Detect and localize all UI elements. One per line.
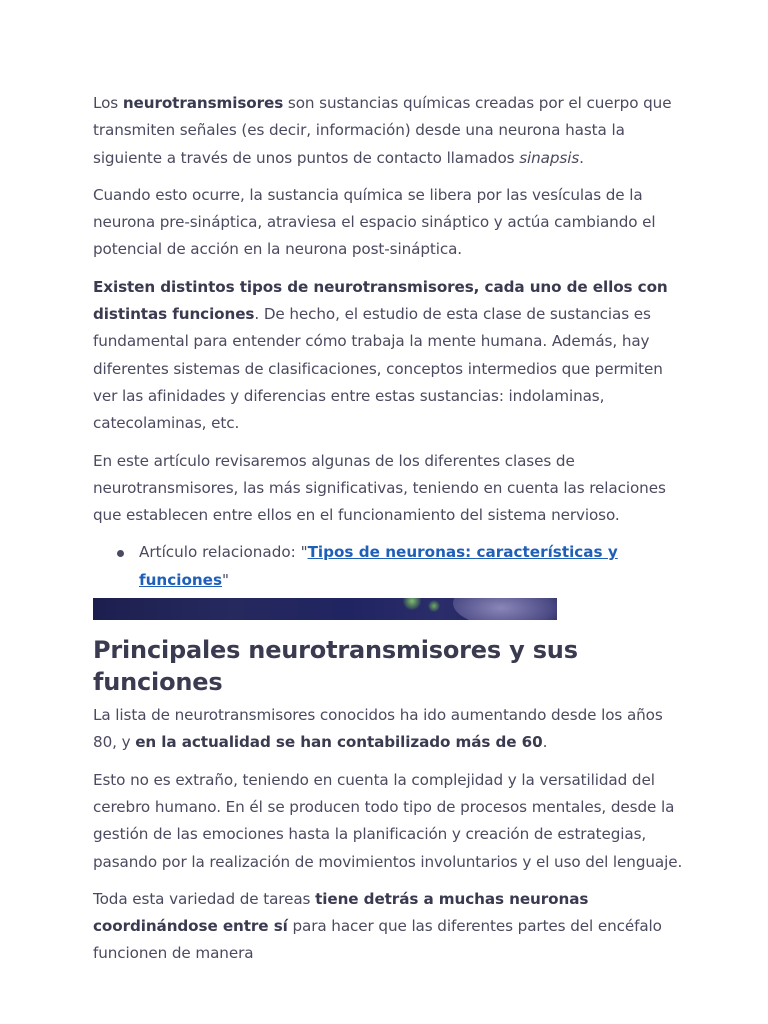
bold-statement: tiene detrás a muchas neuronas coordinándose entre sí: [93, 889, 589, 936]
bold-term: neurotransmisores: [122, 94, 284, 112]
glow-dot: [403, 598, 421, 610]
related-article-link[interactable]: Tipos de neuronas: características y funciones: [139, 543, 618, 589]
neuron-graphic: [453, 598, 557, 620]
article-image: [93, 598, 557, 620]
related-prefix: Artículo relacionado: ": [139, 543, 308, 562]
intro-paragraph: [93, 90, 683, 172]
bold-statement: Existen distintos tipos de neurotransmisores, cada uno de ellos con distintas funciones: [93, 277, 668, 324]
text-span: para hacer que las diferentes partes del encéfalo funcionen de manera: [93, 917, 662, 963]
count-paragraph: [93, 702, 683, 757]
text-span: Toda esta variedad de tareas: [93, 889, 316, 908]
types-paragraph: [93, 274, 683, 438]
related-suffix: ": [222, 570, 230, 589]
coordination-paragraph: [93, 886, 683, 968]
italic-term: sinapsis: [519, 148, 580, 167]
related-list: [93, 539, 683, 594]
text-span: Los: [93, 94, 123, 112]
bold-statement: en la actualidad se han contabilizado más de 60: [135, 733, 543, 752]
synapse-paragraph: Cuando esto ocurre, la sustancia química se libera por las vesículas de la neurona pre-sináptica, atraviesa el espacio sináptico y actúa cambiando el potencial de acción en la neurona post-sináptica.: [93, 185, 656, 259]
article-body: [93, 90, 683, 978]
text-span: .: [542, 733, 548, 752]
review-paragraph: En este artículo revisaremos algunas de los diferentes clases de neurotransmisores, las más significativas, teniendo en cuenta las relaciones que establecen entre ellos en el funcionamiento del sistema nervioso.: [93, 451, 666, 525]
text-span: .: [579, 148, 584, 167]
related-article-item: [139, 539, 683, 594]
glow-dot: [428, 600, 440, 612]
text-span: La lista de neurotransmisores conocidos ha ido aumentando desde los años 80, y: [93, 706, 663, 752]
complexity-paragraph: Esto no es extraño, teniendo en cuenta la complejidad y la versatilidad del cerebro humano. En él se producen todo tipo de procesos mentales, desde la gestión de las emociones hasta la planificación y creación de estrategias, pasando por la realización de movimientos involuntarios y el uso del lenguaje.: [93, 770, 683, 871]
section-heading: Principales neurotransmisores y sus funciones: [93, 636, 578, 697]
text-span: son sustancias químicas creadas por el cuerpo que transmiten señales (es decir, información) desde una neurona hasta la siguiente a través de unos puntos de contacto llamados: [93, 94, 672, 167]
text-span: . De hecho, el estudio de esta clase de sustancias es fundamental para entender cómo trabaja la mente humana. Además, hay diferentes sistemas de clasificaciones, conceptos intermedios que permiten ver las afinidades y diferencias entre estas sustancias: indolaminas, catecolaminas, etc.: [93, 305, 663, 433]
